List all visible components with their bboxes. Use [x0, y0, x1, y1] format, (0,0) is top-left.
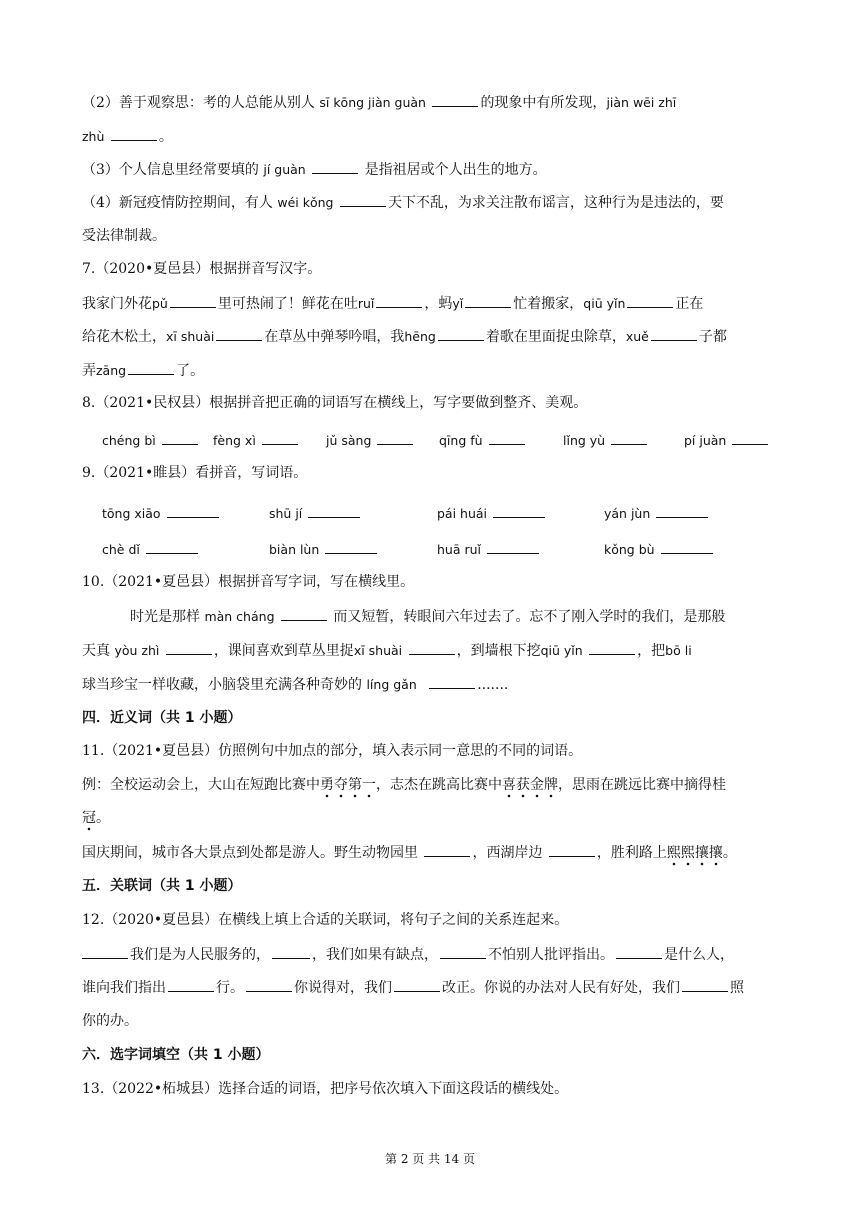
answer-blank[interactable]: [168, 977, 214, 992]
text: 改正。你说的办法对人民有好处，我们: [442, 980, 680, 996]
q8-item: [326, 430, 415, 451]
answer-blank[interactable]: [656, 503, 708, 518]
answer-blank[interactable]: [262, 430, 298, 445]
q6-item3: [82, 159, 782, 180]
pinyin: kǒng bù: [604, 542, 655, 557]
answer-blank[interactable]: [325, 539, 377, 554]
text: ，西湖岸边: [472, 845, 543, 861]
section-heading-word-choice: 六．选字词填空（共 1 小题）: [82, 1047, 270, 1063]
q10-line2: [82, 640, 782, 661]
answer-blank[interactable]: [128, 360, 174, 375]
q9-item: [437, 539, 541, 560]
pinyin: tōng xiāo: [102, 506, 161, 521]
answer-blank[interactable]: [170, 293, 216, 308]
answer-blank[interactable]: [162, 430, 198, 445]
text: 忙着搬家，: [513, 296, 584, 312]
pinyin: màn cháng: [204, 609, 275, 624]
answer-blank[interactable]: [440, 944, 486, 959]
pinyin: jí guàn: [263, 162, 306, 177]
answer-blank[interactable]: [424, 842, 470, 857]
dotted-phrase: 喜获金牌: [502, 777, 558, 799]
pinyin: pǔ: [152, 296, 168, 311]
pinyin: zhù: [82, 129, 105, 144]
answer-blank[interactable]: [429, 674, 475, 689]
text: 受法律制裁。: [82, 228, 166, 244]
section-heading-conjunctions: 五．关联词（共 1 小题）: [82, 878, 242, 894]
q9-item: [604, 539, 715, 560]
text: （2）善于观察思：考的人总能从别人: [82, 95, 315, 111]
text: 是指祖居或个人出生的地方。: [364, 162, 547, 178]
pinyin: yòu zhì: [114, 643, 160, 658]
q8-item: [439, 430, 527, 451]
q8-item: [213, 430, 300, 451]
text: ，蚂: [424, 296, 453, 312]
q9-item: [102, 503, 221, 524]
q7-title: 7.（2020•夏邑县）根据拼音写汉字。: [82, 261, 322, 277]
page-footer: 第 2 页 共 14 页: [385, 1152, 475, 1166]
answer-blank[interactable]: [281, 606, 327, 621]
text: ，到墙根下挖: [456, 643, 541, 659]
pinyin: wéi kǒng: [277, 195, 334, 210]
text: ，胜利路上: [596, 845, 667, 861]
q10-title: 10.（2021•夏邑县）根据拼音写字词，写在横线里。: [82, 574, 415, 590]
text: 。: [158, 129, 173, 145]
text: 。: [722, 845, 737, 861]
q7-line3: [82, 360, 782, 381]
pinyin: pí juàn: [684, 433, 727, 448]
q7-line1: [82, 293, 782, 314]
text: 里可热闹了！鲜花在吐: [217, 296, 358, 312]
section-heading-synonyms: 四．近义词（共 1 小题）: [82, 710, 242, 726]
answer-blank[interactable]: [487, 539, 539, 554]
answer-blank[interactable]: [82, 944, 128, 959]
answer-blank[interactable]: [627, 293, 673, 308]
q9-title: 9.（2021•睢县）看拼音，写词语。: [82, 465, 308, 481]
text: 行。: [216, 980, 244, 996]
pinyin: qīng fù: [439, 433, 483, 448]
pinyin: huā ruǐ: [437, 542, 482, 557]
answer-blank[interactable]: [493, 503, 545, 518]
pinyin: jǔ sàng: [326, 433, 372, 448]
pinyin: ruǐ: [357, 296, 375, 311]
answer-blank[interactable]: [216, 326, 262, 341]
q11-title: 11.（2021•夏邑县）仿照例句中加点的部分，填入表示同一意思的不同的词语。: [82, 743, 583, 759]
text: 了。: [176, 363, 205, 379]
pinyin: lǐng yù: [563, 433, 606, 448]
pinyin: zāng: [96, 363, 127, 378]
q8-item: [563, 430, 649, 451]
text: 是什么人，: [664, 947, 734, 963]
answer-blank[interactable]: [465, 293, 511, 308]
q10-line3: [82, 674, 782, 695]
pinyin: yǐ: [452, 296, 464, 311]
answer-blank[interactable]: [549, 842, 595, 857]
q8-title: 8.（2021•民权县）根据拼音把正确的词语写在横线上，写字要做到整齐、美观。: [82, 395, 588, 411]
text: 不怕别人批评指出。: [488, 947, 614, 963]
pinyin: hēng: [404, 329, 436, 344]
pinyin: xuě: [625, 329, 649, 344]
q8-item: [102, 430, 200, 451]
pinyin: fèng xì: [213, 433, 256, 448]
text: 例：全校运动会上，大山在短跑比赛中: [82, 777, 320, 793]
answer-blank[interactable]: [409, 640, 455, 655]
answer-blank[interactable]: [589, 640, 635, 655]
text: ，我们如果有缺点，: [312, 947, 438, 963]
pinyin: biàn lùn: [269, 542, 320, 557]
q10-line1: [130, 606, 830, 627]
q9-item: [102, 539, 200, 560]
text: 子都: [698, 329, 727, 345]
answer-blank[interactable]: [376, 293, 422, 308]
answer-blank[interactable]: [246, 977, 292, 992]
answer-blank[interactable]: [166, 640, 212, 655]
dotted-phrase: 熙熙攘攘: [667, 845, 723, 867]
text: 我家门外花: [82, 296, 152, 312]
answer-blank[interactable]: [312, 159, 358, 174]
text: 着歌在里面捉虫除草，: [485, 329, 626, 345]
q12-line2: [82, 977, 782, 998]
text: .......: [477, 677, 509, 693]
q6-item2-line2: [82, 126, 782, 147]
pinyin: bō li: [665, 643, 692, 658]
pinyin: yán jùn: [604, 506, 651, 521]
text: 照: [730, 980, 744, 996]
text: 天真: [82, 643, 110, 659]
q12-line1: [82, 944, 782, 965]
answer-blank[interactable]: [308, 503, 360, 518]
text: ，课间喜欢到草丛里捉: [213, 643, 354, 659]
answer-blank[interactable]: [616, 944, 662, 959]
text: 的现象中有所发现，: [480, 95, 607, 111]
answer-blank[interactable]: [651, 326, 697, 341]
q13-title: 13.（2022•柘城县）选择合适的词语，把序号依次填入下面这段话的横线处。: [82, 1081, 569, 1097]
answer-blank[interactable]: [111, 126, 157, 141]
text: 给花木松土，: [82, 329, 166, 345]
answer-blank[interactable]: [489, 430, 525, 445]
answer-blank[interactable]: [377, 430, 413, 445]
pinyin: xī shuài: [166, 329, 215, 344]
text: 正在: [675, 296, 704, 312]
q6-item4-line2: [82, 226, 782, 246]
text: 在草丛中弹琴吟唱，我: [264, 329, 405, 345]
text: 谁向我们指出: [82, 980, 166, 996]
q8-item: [684, 430, 770, 451]
answer-blank[interactable]: [394, 977, 440, 992]
answer-blank[interactable]: [682, 977, 728, 992]
pinyin: pái huái: [437, 506, 488, 521]
q6-item2-line1: [82, 92, 782, 113]
text: 天下不乱，为求关注散布谣言，这种行为是违法的，要: [387, 195, 724, 211]
text: 弄: [82, 363, 96, 379]
answer-blank[interactable]: [340, 192, 386, 207]
answer-blank[interactable]: [661, 539, 713, 554]
pinyin: qiū yǐn: [583, 296, 626, 311]
text: 时光是那样: [130, 609, 200, 625]
text: （3）个人信息里经常要填的: [82, 162, 259, 178]
pinyin: shū jí: [269, 506, 303, 521]
q12-title: 12.（2020•夏邑县）在横线上填上合适的关联词，将句子之间的关系连起来。: [82, 912, 569, 928]
answer-blank[interactable]: [272, 944, 310, 959]
text: 球当珍宝一样收藏，小脑袋里充满各种奇妙的: [82, 677, 362, 693]
answer-blank[interactable]: [167, 503, 219, 518]
text: ，思雨在跳远比赛中摘得桂: [558, 777, 726, 793]
answer-blank[interactable]: [146, 539, 198, 554]
text: （4）新冠疫情防控期间，有人: [82, 195, 273, 211]
q11-question-line: [82, 842, 782, 863]
text: ，志杰在跳高比赛中: [376, 777, 502, 793]
pinyin: jiàn wēi zhī: [606, 95, 677, 110]
answer-blank[interactable]: [438, 326, 484, 341]
q9-item: [269, 539, 379, 560]
pinyin: líng gǎn: [366, 677, 417, 692]
q11-example-line2: [82, 808, 782, 828]
pinyin: qiū yǐn: [540, 643, 583, 658]
answer-blank[interactable]: [732, 430, 768, 445]
q9-item: [604, 503, 710, 524]
text: 。: [96, 810, 110, 826]
text: 而又短暂，转眼间六年过去了。忘不了刚入学时的我们，是那般: [333, 609, 726, 625]
pinyin: sī kōng jiàn guàn: [319, 95, 426, 110]
q6-item4-line1: [82, 192, 782, 213]
pinyin: chè dǐ: [102, 542, 140, 557]
text: 国庆期间，城市各大景点到处都是游人。野生动物园里: [82, 845, 418, 861]
q12-line3: 你的办。: [82, 1013, 138, 1029]
text: ，把: [637, 643, 666, 659]
q7-line2: [82, 326, 782, 347]
text: 我们是为人民服务的，: [130, 947, 270, 963]
answer-blank[interactable]: [611, 430, 647, 445]
q9-item: [437, 503, 547, 524]
answer-blank[interactable]: [432, 92, 478, 107]
q11-example-line1: [82, 775, 782, 795]
dotted-phrase: 冠: [82, 810, 96, 832]
pinyin: xī shuài: [353, 643, 403, 658]
text: 你说得对，我们: [294, 980, 392, 996]
pinyin: chéng bì: [102, 433, 156, 448]
dotted-phrase: 勇夺第一: [320, 777, 376, 799]
q9-item: [269, 503, 362, 524]
